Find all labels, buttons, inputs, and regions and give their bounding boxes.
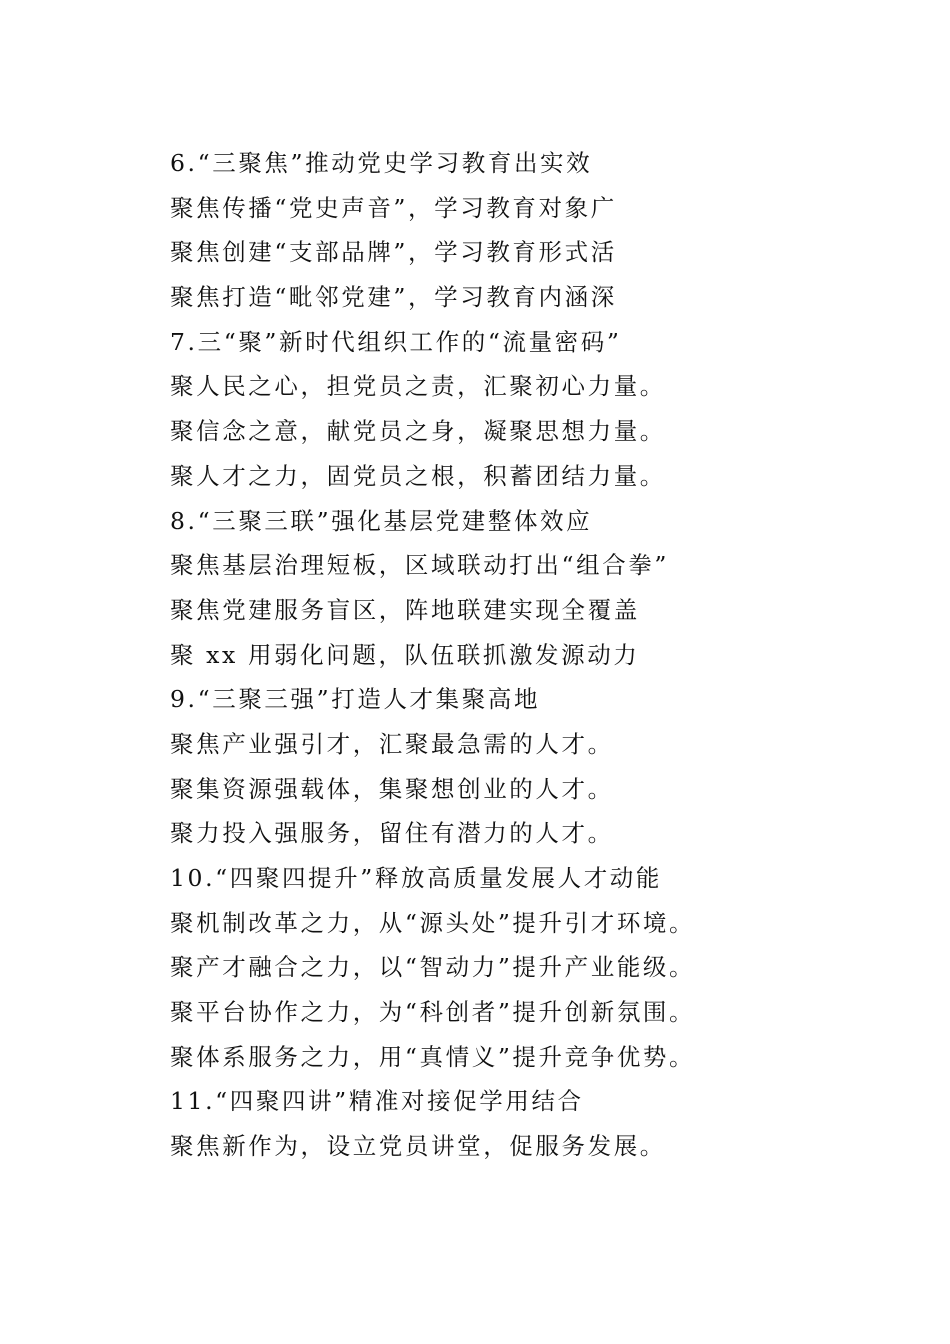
document-body (170, 141, 930, 1169)
paragraph-line: 聚信念之意，献党员之身，凝聚思想力量。 (170, 417, 666, 446)
paragraph-line: 聚集资源强载体，集聚想创业的人才。 (170, 774, 614, 803)
heading-8: 8.“三聚三联”强化基层党建整体效应 (170, 506, 593, 535)
paragraph-line: 聚产才融合之力，以“智动力”提升产业能级。 (170, 953, 696, 982)
paragraph-line: 聚焦创建“支部品牌”，学习教育形式活 (170, 238, 617, 267)
paragraph-line: 聚焦产业强引才，汇聚最急需的人才。 (170, 729, 614, 758)
paragraph-line: 聚 xx 用弱化问题，队伍联抓激发源动力 (170, 640, 640, 669)
paragraph-line: 聚焦新作为，设立党员讲堂，促服务发展。 (170, 1132, 666, 1161)
heading-6: 6.“三聚焦”推动党史学习教育出实效 (170, 149, 593, 177)
heading-10: 10.“四聚四提升”释放高质量发展人才动能 (170, 864, 662, 892)
paragraph-line: 聚机制改革之力，从“源头处”提升引才环境。 (170, 908, 696, 937)
paragraph-line: 聚焦传播“党史声音”，学习教育对象广 (170, 193, 617, 222)
heading-9: 9.“三聚三强”打造人才集聚高地 (170, 685, 541, 714)
paragraph-line: 聚人民之心，担党员之责，汇聚初心力量。 (170, 372, 666, 401)
paragraph-line: 聚力投入强服务，留住有潜力的人才。 (170, 819, 614, 848)
heading-11: 11.“四聚四讲”精准对接促学用结合 (170, 1087, 584, 1116)
paragraph-line: 聚焦打造“毗邻党建”，学习教育内涵深 (170, 283, 617, 312)
paragraph-line: 聚焦党建服务盲区，阵地联建实现全覆盖 (170, 595, 640, 624)
paragraph-line: 聚平台协作之力，为“科创者”提升创新氛围。 (170, 998, 696, 1027)
paragraph-line: 聚焦基层治理短板，区域联动打出“组合拳” (170, 551, 670, 580)
paragraph-line: 聚人才之力，固党员之根，积蓄团结力量。 (170, 461, 666, 490)
paragraph-line: 聚体系服务之力，用“真情义”提升竞争优势。 (170, 1042, 696, 1071)
heading-7: 7.三“聚”新时代组织工作的“流量密码” (170, 327, 622, 356)
